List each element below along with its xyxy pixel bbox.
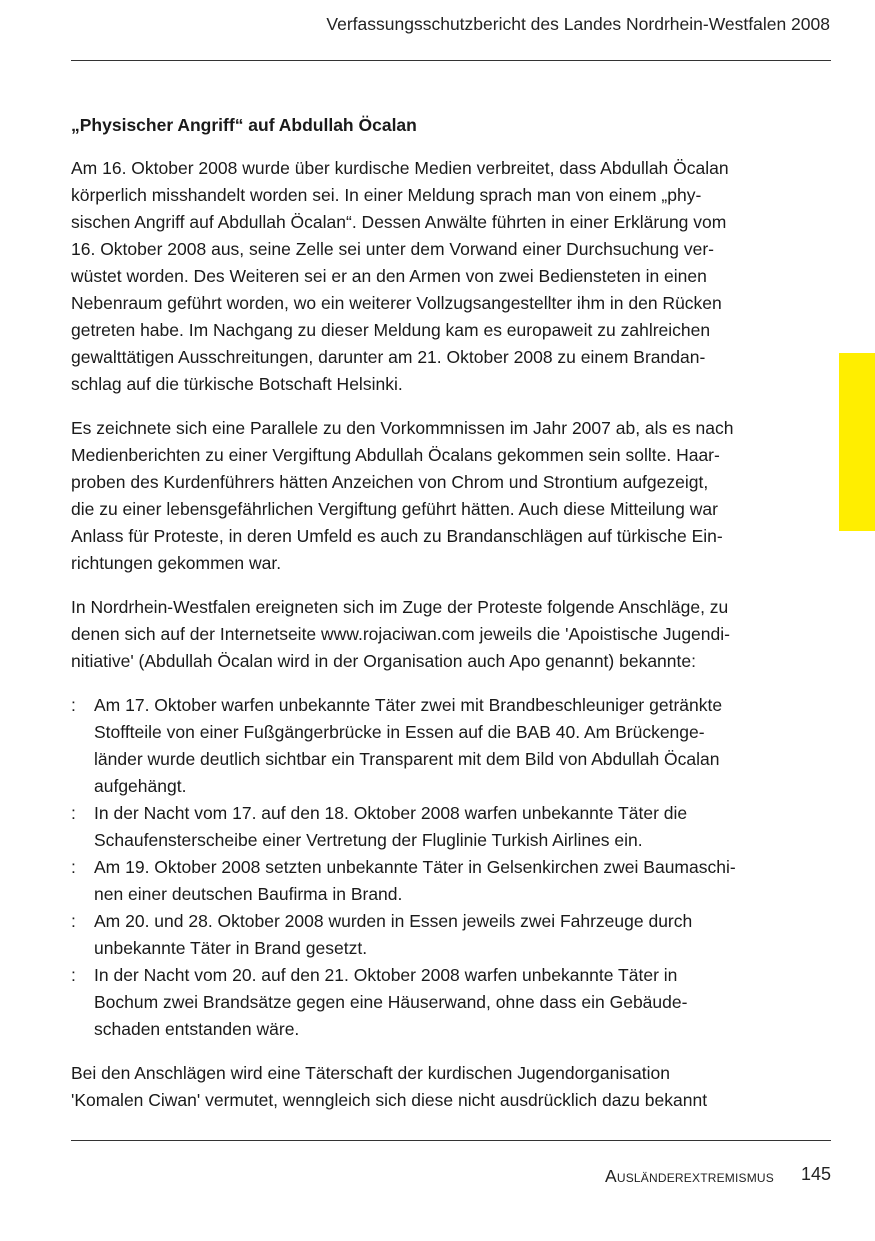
text-line: nitiative' (Abdullah Öcalan wird in der Organisation auch Apo genannt) bekannte: — [71, 651, 696, 671]
text-line: Medienberichten zu einer Vergiftung Abdullah Öcalans gekommen sein sollte. Haar- — [71, 445, 720, 465]
list-item — [71, 692, 783, 800]
footer-divider — [71, 1140, 831, 1141]
list-item — [71, 800, 783, 854]
list-item — [71, 908, 783, 962]
list-bullet: : — [71, 803, 76, 823]
list-bullet: : — [71, 965, 76, 985]
text-line: Am 20. und 28. Oktober 2008 wurden in Essen jeweils zwei Fahrzeuge durch — [94, 911, 693, 931]
text-line: Am 16. Oktober 2008 wurde über kurdische Medien verbreitet, dass Abdullah Öcalan — [71, 158, 729, 178]
text-line: aufgehängt. — [94, 776, 187, 796]
page-number: 145 — [800, 1164, 831, 1184]
chapter-marker-tab — [839, 353, 875, 531]
text-line: die zu einer lebensgefährlichen Vergiftung geführt hätten. Auch diese Mitteilung war — [71, 499, 718, 519]
text-line: gewalttätigen Ausschreitungen, darunter am 21. Oktober 2008 zu einem Brandan- — [71, 347, 706, 367]
text-line: In Nordrhein-Westfalen ereigneten sich im Zuge der Proteste folgende Anschläge, zu — [71, 597, 729, 617]
list-bullet: : — [71, 911, 76, 931]
text-line: 16. Oktober 2008 aus, seine Zelle sei unter dem Vorwand einer Durchsuchung ver- — [71, 239, 714, 259]
text-line: getreten habe. Im Nachgang zu dieser Meldung kam es europaweit zu zahlreichen — [71, 320, 711, 340]
text-line: In der Nacht vom 20. auf den 21. Oktober 2008 warfen unbekannte Täter in — [94, 965, 678, 985]
text-line: unbekannte Täter in Brand gesetzt. — [94, 938, 368, 958]
text-line: denen sich auf der Internetseite www.rojaciwan.com jeweils die 'Apoistische Jugendi- — [71, 624, 730, 644]
text-line: schaden entstanden wäre. — [94, 1019, 300, 1039]
closing-paragraph — [71, 1060, 783, 1114]
text-line: 'Komalen Ciwan' vermutet, wenngleich sich diese nicht ausdrücklich dazu bekannt — [71, 1090, 708, 1110]
text-line: Bochum zwei Brandsätze gegen eine Häuserwand, ohne dass ein Gebäude- — [94, 992, 688, 1012]
text-line: Schaufensterscheibe einer Vertretung der Fluglinie Turkish Airlines ein. — [94, 830, 643, 850]
list-item — [71, 962, 783, 1043]
text-line: Am 17. Oktober warfen unbekannte Täter zwei mit Brandbeschleuniger getränkte — [94, 695, 723, 715]
text-line: Am 19. Oktober 2008 setzten unbekannte Täter in Gelsenkirchen zwei Baumaschi- — [94, 857, 736, 877]
text-line: Es zeichnete sich eine Parallele zu den Vorkommnissen im Jahr 2007 ab, als es nach — [71, 418, 734, 438]
paragraph-1 — [71, 155, 783, 398]
page-body — [71, 113, 783, 1131]
text-line: richtungen gekommen war. — [71, 553, 282, 573]
text-line: länder wurde deutlich sichtbar ein Transparent mit dem Bild von Abdullah Öcalan — [94, 749, 720, 769]
text-line: proben des Kurdenführers hätten Anzeichen von Chrom und Strontium aufgezeigt, — [71, 472, 709, 492]
header-divider — [71, 60, 831, 61]
list-item — [71, 854, 783, 908]
paragraph-2 — [71, 415, 783, 577]
attack-list — [71, 692, 783, 1043]
text-line: Nebenraum geführt worden, wo ein weiterer Vollzugsangestellter ihm in den Rücken — [71, 293, 722, 313]
text-line: In der Nacht vom 17. auf den 18. Oktober 2008 warfen unbekannte Täter die — [94, 803, 688, 823]
text-line: wüstet worden. Des Weiteren sei er an den Armen von zwei Bediensteten in einen — [71, 266, 707, 286]
text-line: Anlass für Proteste, in deren Umfeld es auch zu Brandanschlägen auf türkische Ein- — [71, 526, 723, 546]
text-line: Stoffteile von einer Fußgängerbrücke in Essen auf die BAB 40. Am Brückenge- — [94, 722, 705, 742]
text-line: sischen Angriff auf Abdullah Öcalan“. Dessen Anwälte führten in einer Erklärung vom — [71, 212, 727, 232]
section-heading: „Physischer Angriff“ auf Abdullah Öcalan — [71, 115, 417, 135]
list-bullet: : — [71, 695, 76, 715]
running-header-title: Verfassungsschutzbericht des Landes Nordrhein-Westfalen 2008 — [326, 14, 830, 34]
text-line: Bei den Anschlägen wird eine Täterschaft der kurdischen Jugendorganisation — [71, 1063, 670, 1083]
paragraph-3 — [71, 594, 783, 675]
text-line: schlag auf die türkische Botschaft Helsinki. — [71, 374, 403, 394]
footer-section-name: Ausländerextremismus — [604, 1166, 774, 1186]
text-line: nen einer deutschen Baufirma in Brand. — [94, 884, 403, 904]
text-line: körperlich misshandelt worden sei. In einer Meldung sprach man von einem „phy- — [71, 185, 702, 205]
list-bullet: : — [71, 857, 76, 877]
